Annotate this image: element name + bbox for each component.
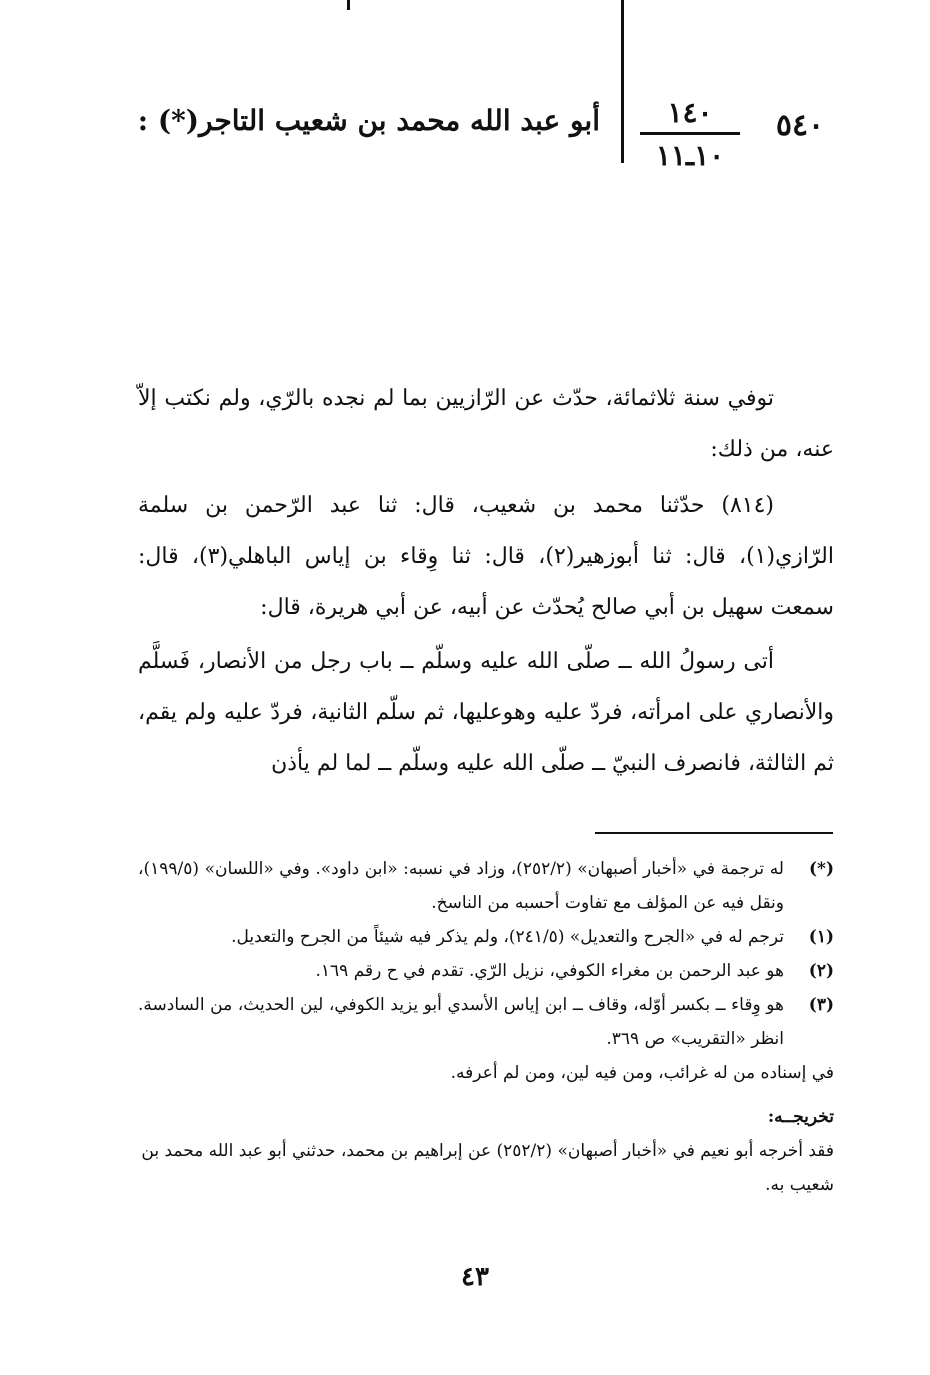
footnote-item <box>138 954 834 988</box>
footnote-text: ترجم له في «الجرح والتعديل» (٢٤١/٥)، ولم يذكر فيه شيئاً من الجرح والتعديل. <box>231 927 784 947</box>
takhrij-heading: تخريجــه: <box>767 1107 834 1127</box>
footnote-text: هو عبد الرحمن بن مغراء الكوفي، نزيل الرّي. تقدم في ح رقم ١٦٩. <box>315 961 784 981</box>
footnote-mark: (*) <box>809 859 834 879</box>
footnote-mark: (٢) <box>808 961 834 981</box>
footnote-mark: (٣) <box>808 995 834 1015</box>
footnote-extra: في إسناده من له غرائب، ومن فيه لين، ومن لم أعرفه. <box>450 1063 834 1083</box>
fraction-denominator: ١٠ـ١١ <box>655 139 725 172</box>
top-mark <box>347 0 350 10</box>
footnote-item <box>138 988 834 1056</box>
entry-number: ٥٤٠ <box>775 108 825 143</box>
footnote-text: له ترجمة في «أخبار أصبهان» (٢٥٢/٢)، وزاد في نسبه: «ابن داود». وفي «اللسان» (١٩٩/٥)، ونقل فيه عن المؤلف مع تفاوت أحسبه من الناسخ. <box>138 859 784 913</box>
footnote-item <box>138 920 834 954</box>
entry-title: أبو عبد الله محمد بن شعيب التاجر(*) : <box>137 104 600 137</box>
fraction-numerator: ١٤٠ <box>667 96 713 129</box>
body-paragraph-intro: توفي سنة ثلاثمائة، حدّث عن الرّازيين بما لم نجده بالرّي، ولم نكتب إلاّ عنه، من ذلك: <box>138 386 834 462</box>
footnotes <box>138 852 834 1202</box>
footnote-mark: (١) <box>808 927 834 947</box>
header-fraction <box>640 96 740 173</box>
takhrij-text: فقد أخرجه أبو نعيم في «أخبار أصبهان» (٢٥٢/٢) عن إبراهيم بن محمد، حدثني أبو عبد الله محمد بن شعيب به. <box>141 1141 834 1195</box>
header-vertical-rule <box>621 0 624 163</box>
body-paragraph-matn: أتى رسولُ الله ــ صلّى الله عليه وسلّم ــ باب رجل من الأنصار، فَسلَّم والأنصاري على امرأته، فردّ عليه وهوعليها، ثم سلّم الثانية، فردّ عليه ولم يقم، ثم الثالثة، فانصرف النبيّ ــ صلّى الله عليه وسلّم ــ لما لم يأذن <box>138 649 834 776</box>
page-number: ٤٣ <box>461 1262 489 1292</box>
footnote-separator <box>595 832 833 834</box>
footnote-text: هو وِقاء ــ بكسر أوّله، وقاف ــ ابن إياس الأسدي أبو يزيد الكوفي، لين الحديث، من السادسة. انظر «التقريب» ص ٣٦٩. <box>138 995 784 1049</box>
fraction-bar <box>640 132 740 135</box>
footnote-item <box>138 852 834 920</box>
body-paragraph-isnad: (٨١٤) حدّثنا محمد بن شعيب، قال: ثنا عبد الرّحمن بن سلمة الرّازي(١)، قال: ثنا أبوزهير(٢)، قال: ثنا وِقاء بن إياس الباهلي(٣)، قال: سمعت سهيل بن أبي صالح يُحدّث عن أبيه، عن أبي هريرة، قال: <box>138 493 834 620</box>
